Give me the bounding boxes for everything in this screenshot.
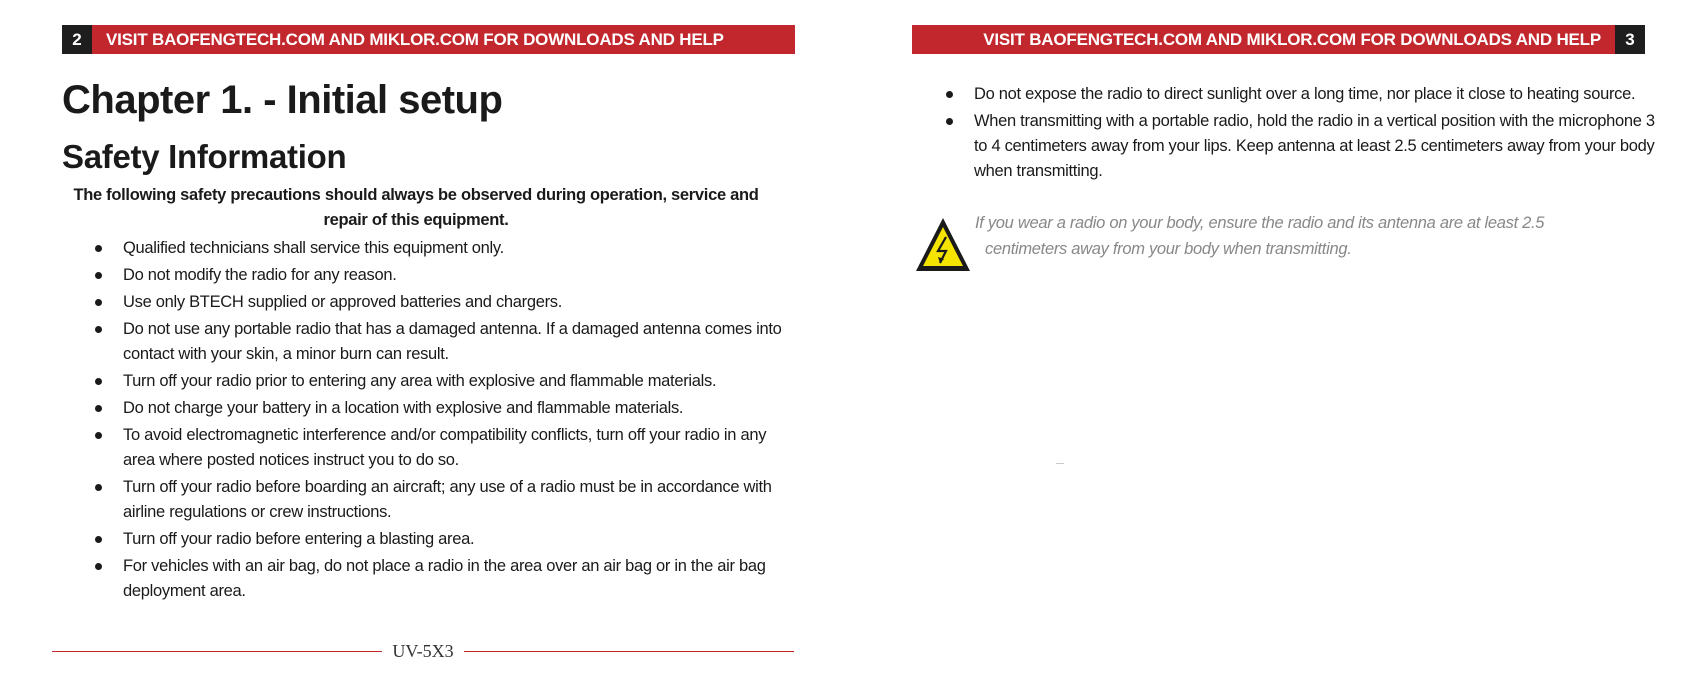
list-item-text: Qualified technicians shall service this equipment only. [123, 239, 504, 257]
list-item-text: Use only BTECH supplied or approved batteries and chargers. [123, 293, 563, 311]
bullet-icon [95, 326, 102, 333]
list-item-text: To avoid electromagnetic interference and/or compatibility conflicts, turn off your radio in any area where posted notices instruct you to do so. [123, 426, 767, 469]
warning-text [975, 210, 1615, 262]
page-number: 2 [62, 25, 92, 54]
list-item [913, 109, 1658, 184]
list-item-text: Do not modify the radio for any reason. [123, 266, 397, 284]
list-item-text: Do not charge your battery in a location with explosive and flammable materials. [123, 399, 684, 417]
list-item-text: Do not expose the radio to direct sunlight over a long time, nor place it close to heating source. [974, 85, 1636, 103]
footer-rule [52, 651, 382, 652]
bullet-icon [946, 91, 953, 98]
warning-line: If you wear a radio on your body, ensure the radio and its antenna are at least 2.5 [975, 214, 1545, 232]
bullet-icon [95, 536, 102, 543]
bullet-icon [946, 118, 953, 125]
left-page [0, 0, 850, 680]
list-item [62, 475, 792, 525]
bullet-icon [95, 272, 102, 279]
page-number: 3 [1615, 25, 1645, 54]
list-item-text: For vehicles with an air bag, do not place a radio in the area over an air bag or in the air bag deployment area. [123, 557, 766, 600]
list-item [62, 527, 792, 552]
list-item [62, 290, 792, 315]
list-item-text: Turn off your radio before entering a blasting area. [123, 530, 475, 548]
list-item-text: Do not use any portable radio that has a damaged antenna. If a damaged antenna comes into contact with your skin, a minor burn can result. [123, 320, 782, 363]
bullet-icon [95, 378, 102, 385]
list-item [62, 396, 792, 421]
bullet-icon [95, 563, 102, 570]
chapter-title: Chapter 1. - Initial setup [62, 78, 503, 122]
bullet-icon [95, 299, 102, 306]
banner-text: VISIT BAOFENGTECH.COM AND MIKLOR.COM FOR DOWNLOADS AND HELP [983, 29, 1601, 49]
bullet-icon [95, 245, 102, 252]
list-item [62, 317, 792, 367]
high-voltage-warning-icon [913, 215, 973, 275]
list-item-text: When transmitting with a portable radio, hold the radio in a vertical position with the microphone 3 to 4 centimeters away from your lips. Keep antenna at least 2.5 centimeters away from your body when transmitting. [974, 112, 1655, 180]
header-banner [912, 25, 1645, 54]
section-title: Safety Information [62, 138, 347, 175]
list-item-text: Turn off your radio before boarding an aircraft; any use of a radio must be in accordance with airline regulations or crew instructions. [123, 478, 772, 521]
safety-list-continued [913, 82, 1658, 186]
bullet-icon [95, 432, 102, 439]
header-banner [62, 25, 795, 54]
safety-intro: The following safety precautions should always be observed during operation, service and repair of this equipment. [73, 186, 759, 229]
bullet-icon [95, 484, 102, 491]
list-item [62, 369, 792, 394]
banner-text: VISIT BAOFENGTECH.COM AND MIKLOR.COM FOR DOWNLOADS AND HELP [106, 29, 724, 49]
list-item [62, 423, 792, 473]
page-footer [52, 641, 794, 661]
list-item [62, 236, 792, 261]
bullet-icon [95, 405, 102, 412]
list-item [913, 82, 1658, 107]
scan-mark [1056, 463, 1064, 464]
model-name: UV-5X3 [392, 640, 454, 661]
list-item-text: Turn off your radio prior to entering any area with explosive and flammable materials. [123, 372, 717, 390]
safety-list [62, 236, 792, 606]
list-item [62, 554, 792, 604]
warning-line: centimeters away from your body when transmitting. [985, 240, 1352, 258]
footer-rule [464, 651, 794, 652]
list-item [62, 263, 792, 288]
